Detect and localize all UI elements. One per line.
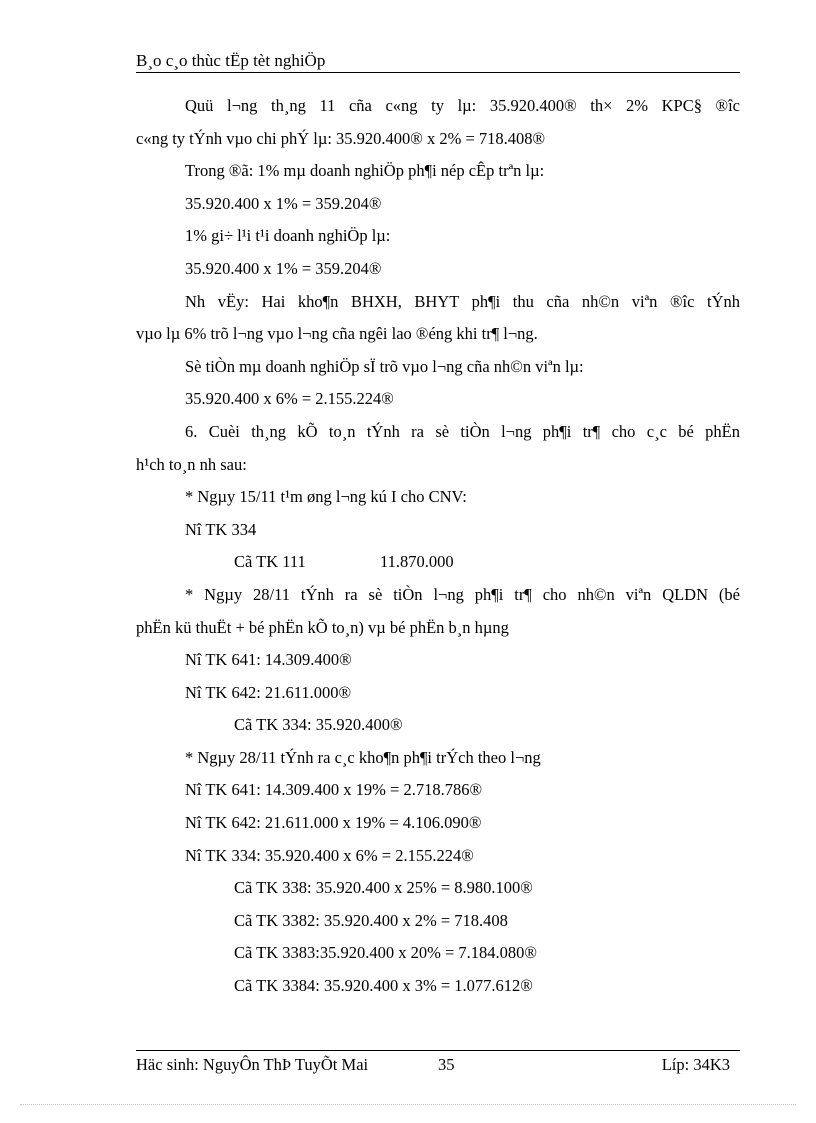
calculation-line: 35.920.400 x 6% = 2.155.224® <box>185 389 394 409</box>
header-divider <box>136 72 740 73</box>
page-header: B¸o c¸o thùc tËp tèt nghiÖp <box>136 51 326 70</box>
journal-credit: Cã TK 3384: 35.920.400 x 3% = 1.077.612® <box>234 976 533 996</box>
journal-debit: Nî TK 642: 21.611.000 x 19% = 4.106.090® <box>185 813 482 833</box>
journal-credit-amount: 11.870.000 <box>380 552 454 572</box>
paragraph-line: Sè tiÒn mµ doanh nghiÖp sÏ trõ vµo l¬ng cña nh©n viªn lµ: <box>185 356 584 376</box>
journal-credit-account: Cã TK 111 <box>234 552 306 572</box>
entry-heading: * Ngµy 28/11 tÝnh ra sè tiÒn l¬ng ph¶i tr¶ cho nh©n viªn QLDN (bé <box>185 584 740 604</box>
paragraph-line: Trong ®ã: 1% mµ doanh nghiÖp ph¶i nép cÊp trªn lµ: <box>185 161 545 181</box>
page-edge-divider <box>20 1104 796 1105</box>
paragraph-line: Nh vËy: Hai kho¶n BHXH, BHYT ph¶i thu cña nh©n viªn ®îc tÝnh <box>185 291 740 311</box>
document-body <box>136 90 740 1003</box>
paragraph-line: vµo lµ 6% trõ l¬ng vµo l¬ng cña ngêi lao ®éng khi tr¶ l¬ng. <box>136 324 538 344</box>
journal-credit: Cã TK 338: 35.920.400 x 25% = 8.980.100® <box>234 878 533 898</box>
journal-credit: Cã TK 334: 35.920.400® <box>234 715 403 735</box>
paragraph-line: 1% gi÷ l¹i t¹i doanh nghiÖp lµ: <box>185 226 391 246</box>
paragraph-line: h¹ch to¸n nh sau: <box>136 454 247 474</box>
journal-debit: Nî TK 641: 14.309.400 x 19% = 2.718.786® <box>185 780 482 800</box>
page-number: 35 <box>438 1055 455 1074</box>
footer-class: Líp: 34K3 <box>661 1055 730 1074</box>
journal-credit <box>136 546 740 579</box>
entry-heading: * Ngµy 28/11 tÝnh ra c¸c kho¶n ph¶i trÝch theo l¬ng <box>185 747 541 767</box>
footer-student: Häc sinh: NguyÔn ThÞ TuyÕt Mai <box>136 1055 369 1074</box>
paragraph-line: 6. Cuèi th¸ng kÕ to¸n tÝnh ra sè tiÒn l¬ng ph¶i tr¶ cho c¸c bé phËn <box>185 421 740 441</box>
journal-credit: Cã TK 3382: 35.920.400 x 2% = 718.408 <box>234 910 508 930</box>
entry-heading: * Ngµy 15/11 t¹m øng l¬ng kú I cho CNV: <box>185 487 467 507</box>
journal-credit: Cã TK 3383:35.920.400 x 20% = 7.184.080® <box>234 943 537 963</box>
paragraph-line: phËn kü thuËt + bé phËn kÕ to¸n) vµ bé phËn b¸n hµng <box>136 617 509 637</box>
journal-debit: Nî TK 334 <box>185 519 257 539</box>
journal-debit: Nî TK 334: 35.920.400 x 6% = 2.155.224® <box>185 845 474 865</box>
footer-divider <box>136 1050 740 1051</box>
paragraph-line: Quü l¬ng th¸ng 11 cña c«ng ty lµ: 35.920.400® th× 2% KPC§ ®îc <box>185 96 740 115</box>
journal-debit: Nî TK 641: 14.309.400® <box>185 650 352 670</box>
calculation-line: 35.920.400 x 1% = 359.204® <box>185 258 382 278</box>
paragraph-line: c«ng ty tÝnh vµo chi phÝ lµ: 35.920.400® x 2% = 718.408® <box>136 128 546 148</box>
calculation-line: 35.920.400 x 1% = 359.204® <box>185 193 382 213</box>
journal-debit: Nî TK 642: 21.611.000® <box>185 682 352 702</box>
